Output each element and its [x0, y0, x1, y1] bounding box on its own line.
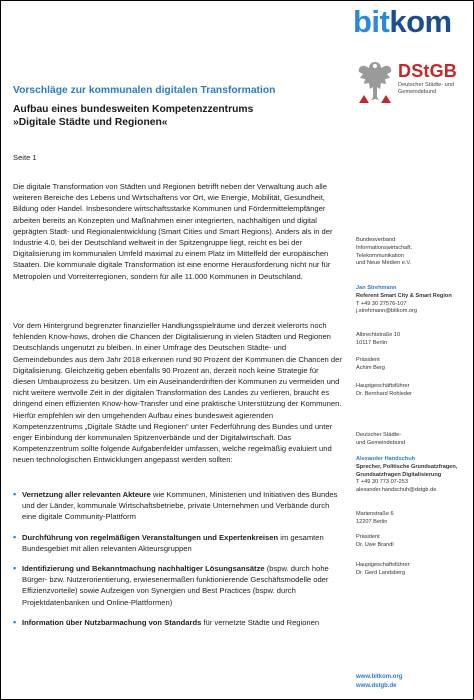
page-number: Seite 1 — [13, 153, 37, 162]
org-line: Informationswirtschaft, — [356, 244, 412, 251]
dstgb-logo — [356, 59, 466, 105]
person-name: Achim Berg — [356, 364, 385, 371]
role-label: Präsident — [356, 534, 380, 540]
list-item — [13, 532, 345, 554]
dstgb-president — [356, 534, 472, 550]
bitkom-logo — [353, 5, 463, 39]
person-name: Dr. Bernhard Rohleder — [356, 390, 412, 397]
org-line: Telekommunikation — [356, 252, 404, 259]
contact-phone: T +49 30 27576-107 — [356, 300, 407, 307]
role-label: Hauptgeschäftsführer — [356, 383, 410, 389]
address-city: 10117 Berlin — [356, 339, 387, 346]
org-line: und Neue Medien e.V. — [356, 260, 412, 267]
bitkom-logo-part-kom: kom — [389, 4, 452, 39]
task-list — [13, 489, 345, 637]
bullet-icon: • — [13, 563, 17, 574]
org-line: Bundesverband — [356, 237, 396, 243]
address-city: 12207 Berlin — [356, 518, 388, 525]
list-item-text: (bspw. durch hohe Bürger- bzw. Nutzerorientierung, erwiesenermaßen funktionierende Geschäftsmodelle oder Effizienzvorteile) sowie Aufzeigen von Synergien und Best Practices (bspw. durch Projektdatenbanken und Online-Plattformen) — [22, 564, 329, 607]
dstgb-subtitle: Deutscher Städte- und Gemeindebund — [398, 82, 454, 95]
bitkom-website-link[interactable]: www.bitkom.org — [356, 674, 403, 680]
contact-email[interactable]: alexander.handschuh@dstgb.de — [356, 487, 437, 494]
document-title — [13, 103, 343, 129]
dstgb-brand: DStGB — [398, 61, 457, 81]
dstgb-contact — [356, 456, 472, 495]
person-name: Dr. Uwe Brandl — [356, 541, 394, 548]
title-line-1: Aufbau eines bundesweiten Kompetenzzentrums — [13, 104, 254, 115]
bullet-icon: • — [13, 489, 17, 499]
bitkom-address — [356, 332, 472, 348]
contact-name: Alexander Handschuh — [356, 456, 416, 462]
person-name: Dr. Gerd Landsberg — [356, 569, 406, 576]
overline-heading: Vorschläge zur kommunalen digitalen Transformation — [13, 85, 276, 96]
eagle-icon — [356, 59, 394, 103]
contact-name: Jan Strehmann — [356, 285, 397, 291]
paragraph-background: Vor dem Hintergrund begrenzter finanzieller Handlungsspielräume und derzeit vielerorts noch fehlenden Know-hows, drohen die Chancen der Digitalisierung in vielen Städten und Regionen Deutschlands ungenutzt zu bleiben. In einer Umfrage des Deutschen Städte- und Gemeindebundes aus dem Jahr 2018 erkennen rund 90 Prozent der Kommunen die Chancen der Digitalisierung. Gleichzeitig geben ebenfalls 90 Prozent an, derzeit noch keine Strategie für diesen Umbauprozess zu besitzen. Um ein Auseinanderdriften der Kommunen zu vermeiden und nicht weitere wertvolle Zeit in der digitalen Transformation des Landes zu verlieren, braucht es dringend einen effizienten Know-how-Transfer und eine praktische Unterstützung der Kommunen. Hierfür empfehlen wir den umgehenden Aufbau eines bundesweit agierenden Kompetenzzentrums „Digitale Städte und Regionen“ unter Federführung des Bundes und unter enger Einbindung der kommunalen Spitzenverbände und der Digitalwirtschaft. Das Kompetenzzentrum sollte folgende Aufgabenfelder umfassen, welche regelmäßig evaluiert und neuen technologischen Entwicklungen angepasst werden sollten: — [13, 321, 342, 465]
contact-role: Grundsatzfragen Digitalisierung — [356, 471, 442, 478]
list-item-bold: Vernetzung aller relevanten Akteure — [22, 490, 151, 499]
list-item-bold: Durchführung von regelmäßigen Veranstaltungen und Expertenkreisen — [22, 532, 279, 542]
list-item-text: für vernetzte Städte und Regionen — [201, 617, 320, 627]
address-street: Albrechtstraße 10 — [356, 332, 401, 338]
contact-phone: T +49 30 773 07-253 — [356, 479, 408, 486]
bitkom-president — [356, 357, 472, 373]
bitkom-contact — [356, 285, 472, 316]
role-label: Präsident — [356, 357, 380, 363]
dstgb-managing-director — [356, 562, 472, 578]
dstgb-organization — [356, 432, 472, 448]
bullet-icon: • — [13, 616, 17, 627]
dstgb-website-link[interactable]: www.dstgb.de — [356, 683, 397, 689]
dstgb-address — [356, 511, 472, 527]
org-line: Deutscher Städte- — [356, 432, 402, 438]
title-line-2: »Digitale Städte und Regionen« — [13, 117, 168, 129]
list-item-bold: Information über Nutzbarmachung von Standards — [22, 617, 202, 627]
org-line: und Gemeindebund — [356, 439, 406, 446]
bitkom-managing-director — [356, 383, 472, 399]
list-item — [13, 617, 345, 628]
contact-email[interactable]: j.strehmann@bitkom.org — [356, 308, 418, 315]
contact-role: Referent Smart City & Smart Region — [356, 292, 452, 299]
bitkom-organization — [356, 237, 472, 268]
role-label: Hauptgeschäftsführer — [356, 562, 410, 568]
list-item-bold: Identifizierung und Bekanntmachung nachhaltiger Lösungsansätze — [22, 564, 265, 574]
list-item — [13, 563, 345, 608]
contact-role: Sprecher, Politische Grundsatzfragen, — [356, 463, 458, 470]
paragraph-intro: Die digitale Transformation von Städten und Regionen betrifft neben der Verwaltung auch alle weiteren Bereiche des Lebens und Wirtschaftens vor Ort, wie Energie, Mobilität, Gesundheit, Bildung oder Handel. Insbesondere wirtschaftsstarke Kommunen und Fördermittelempfänger arbeiten bereits an Konzepten und Maßnahmen einer integrierten, nachhaltigen und digital geprägten Stadt- und Regionalentwicklung (Smart Cities und Smart Regions). Anders als in der Industrie 4.0, bei der Deutschland weltweit in der Spitzengruppe liegt, reicht es bei der Digitalisierung im kommunalen Umfeld maximal zu einem Platz im Mittelfeld der europäischen Staaten. Die kommunale digitale Transformation ist eine enorme Herausforderung nicht nur für Metropolen und Vorreiterregionen, sondern für alle 11.000 Kommunen in Deutschland. — [13, 182, 333, 281]
list-item — [13, 489, 345, 523]
bitkom-logo-part-bit: bit — [353, 4, 390, 39]
address-street: Marienstraße 6 — [356, 511, 394, 517]
list-item-text: im gesamten Bundesgebiet mit allen relevanten Akteursgruppen — [22, 532, 324, 553]
bullet-icon: • — [13, 531, 17, 542]
list-item-text: wie Kommunen, Ministerien und Initiativen des Bundes und der Länder, kommunale Wirtschaftsbetriebe, private Unternehmen und Verbände durch eine digitale Community-Plattform — [22, 490, 338, 522]
